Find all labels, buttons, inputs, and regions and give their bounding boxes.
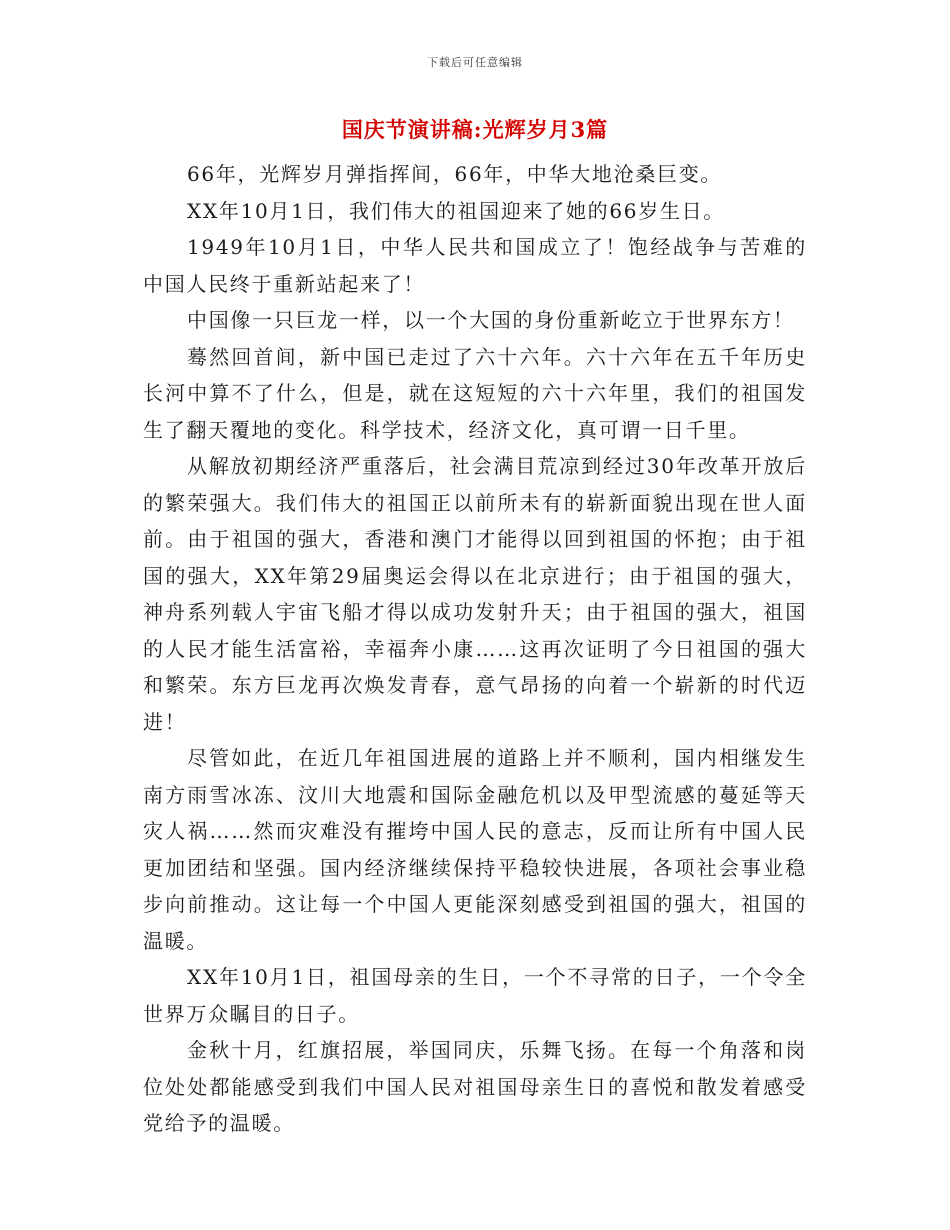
paragraph: 尽管如此，在近几年祖国进展的道路上并不顺利，国内相继发生南方雨雪冰冻、汶川大地震和国际金融危机以及甲型流感的蔓延等天灾人祸……然而灾难没有摧垮中国人民的意志，反而让所有中国人民更加团结和坚强。国内经济继续保持平稳较快进展，各项社会事业稳步向前推动。这让每一个中国人更能深刻感受到祖国的强大，祖国的温暖。 [143,746,807,953]
header-note: 下载后可任意编辑 [427,56,523,69]
paragraph: 从解放初期经济严重落后，社会满目荒凉到经过30年改革开放后的繁荣强大。我们伟大的祖国正以前所未有的崭新面貌出现在世人面前。由于祖国的强大，香港和澳门才能得以回到祖国的怀抱；由于祖国的强大，XX年第29届奥运会得以在北京进行；由于祖国的强大，神舟系列载人宇宙飞船才得以成功发射升天；由于祖国的强大，祖国的人民才能生活富裕，幸福奔小康……这再次证明了今日祖国的强大和繁荣。东方巨龙再次焕发青春，意气昂扬的向着一个崭新的时代迈进！ [143,454,807,734]
paragraph: 金秋十月，红旗招展，举国同庆，乐舞飞扬。在每一个角落和岗位处处都能感受到我们中国人民对祖国母亲生日的喜悦和散发着感受党给予的温暖。 [143,1038,807,1135]
paragraph: 蓦然回首间，新中国已走过了六十六年。六十六年在五千年历史长河中算不了什么，但是，就在这短短的六十六年里，我们的祖国发生了翻天覆地的变化。科学技术，经济文化，真可谓一日千里。 [143,344,807,442]
paragraph: 1949年10月1日，中华人民共和国成立了！饱经战争与苦难的中国人民终于重新站起来了！ [143,235,807,296]
paragraph: XX年10月1日，我们伟大的祖国迎来了她的66岁生日。 [187,198,725,223]
paragraph: 66年，光辉岁月弹指挥间，66年，中华大地沧桑巨变。 [187,162,723,186]
document-body [143,156,807,1142]
paragraph: 中国像一只巨龙一样，以一个大国的身份重新屹立于世界东方！ [187,308,795,332]
document-title: 国庆节演讲稿:光辉岁月3篇 [341,117,609,142]
paragraph: XX年10月1日，祖国母亲的生日，一个不寻常的日子，一个令全世界万众瞩目的日子。 [143,965,807,1026]
